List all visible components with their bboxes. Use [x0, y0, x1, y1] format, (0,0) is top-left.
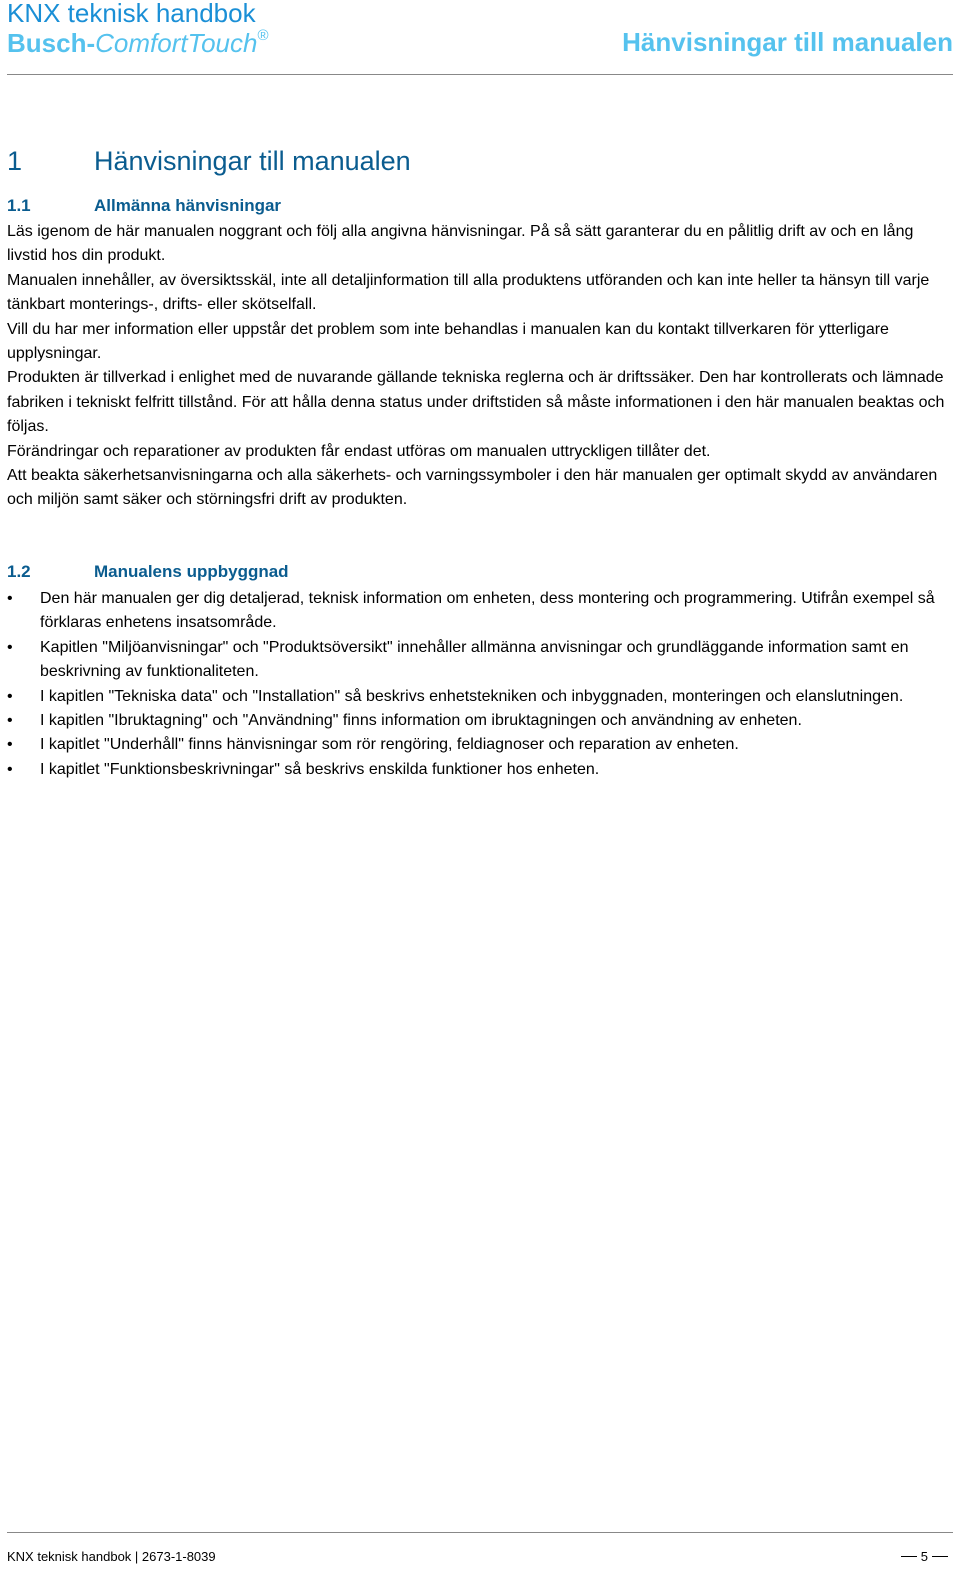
bullet-icon: •	[7, 687, 13, 705]
list-item	[7, 636, 953, 685]
general-notes-body	[7, 220, 953, 513]
list-item	[7, 733, 953, 757]
chapter-number: 1	[7, 146, 23, 176]
list-item-text: I kapitlet "Underhåll" finns hänvisningar som rör rengöring, feldiagnoser och reparation av enheten.	[40, 736, 739, 754]
list-item-text: Den här manualen ger dig detaljerad, teknisk information om enheten, dess montering och programmering. Utifrån exempel så förklaras enhetens insatsområde.	[40, 590, 935, 632]
chapter-title: Hänvisningar till manualen	[94, 146, 411, 176]
section-heading-structure	[7, 562, 289, 582]
list-item-text: I kapitlen "Tekniska data" och "Installation" så beskrivs enhetstekniken och inbyggnaden, monteringen och elanslutningen.	[40, 687, 904, 705]
list-item	[7, 709, 953, 733]
bullet-icon: •	[7, 760, 13, 778]
header-product-name	[7, 27, 269, 59]
section-title: Manualens uppbyggnad	[94, 562, 289, 581]
section-number: 1.2	[7, 562, 31, 581]
section-heading-general	[7, 196, 281, 216]
bullet-icon: •	[7, 590, 13, 607]
brand-separator: -	[86, 28, 96, 58]
list-item	[7, 685, 953, 709]
footer-divider	[7, 1532, 953, 1533]
paragraph: Förändringar och reparationer av produkten får endast utföras om manualen uttryckligen tillåter det.	[7, 442, 711, 460]
paragraph: Att beakta säkerhetsanvisningarna och alla säkerhets- och varningssymboler i den här manualen ger optimalt skydd av användaren och miljön samt säker och störningsfri drift av produkten.	[7, 467, 938, 509]
paragraph: Vill du har mer information eller uppstår det problem som inte behandlas i manualen kan du kontakt tillverkaren för ytterligare upplysningar.	[7, 320, 889, 363]
chapter-heading	[7, 146, 411, 177]
paragraph: Produkten är tillverkad i enlighet med de nuvarande gällande tekniska reglerna och är driftssäker. Den har kontrollerats och lämnade fabriken i tekniskt felfritt tillstånd. För att hålla denna status under driftstiden så måste informationen i den här manualen beaktas och följas.	[7, 369, 945, 436]
footer-document-id: KNX teknisk handbok | 2673-1-8039	[7, 1549, 216, 1564]
list-item-text: I kapitlet "Funktionsbeskrivningar" så beskrivs enskilda funktioner hos enheten.	[40, 760, 600, 778]
list-item	[7, 587, 953, 636]
header-divider	[7, 74, 953, 75]
bullet-icon: •	[7, 638, 13, 656]
dash-icon	[932, 1556, 948, 1557]
paragraph: Manualen innehåller, av översiktsskäl, inte all detaljinformation till alla produktens utföranden och kan inte heller ta hänsyn till varje tänkbart monterings-, drifts- eller skötselfall.	[7, 271, 930, 314]
page-header	[7, 0, 953, 76]
bullet-icon: •	[7, 736, 13, 754]
list-item-text: I kapitlen "Ibruktagning" och "Användning" finns information om ibruktagningen och användning av enheten.	[40, 712, 802, 730]
structure-bullet-list	[7, 587, 953, 782]
dash-icon	[901, 1556, 917, 1557]
paragraph: Läs igenom de här manualen noggrant och följ alla angivna hänvisningar. På så sätt garanterar du en pålitlig drift av och en lång livstid hos din produkt.	[7, 223, 914, 265]
registered-mark: ®	[257, 27, 269, 44]
list-item	[7, 758, 953, 782]
footer-page-indicator	[897, 1549, 952, 1564]
brand-busch: Busch	[7, 28, 87, 58]
bullet-icon: •	[7, 712, 13, 730]
header-section-title: Hänvisningar till manualen	[622, 27, 953, 57]
section-number: 1.1	[7, 196, 31, 215]
section-title: Allmänna hänvisningar	[94, 196, 282, 215]
page-number: 5	[920, 1549, 928, 1564]
list-item-text: Kapitlen "Miljöanvisningar" och "Produktsöversikt" innehåller allmänna anvisningar och grundläggande information samt en beskrivning av funktionaliteten.	[40, 638, 909, 681]
header-handbook-title: KNX teknisk handbok	[7, 0, 256, 28]
brand-comforttouch: ComfortTouch	[95, 28, 258, 58]
